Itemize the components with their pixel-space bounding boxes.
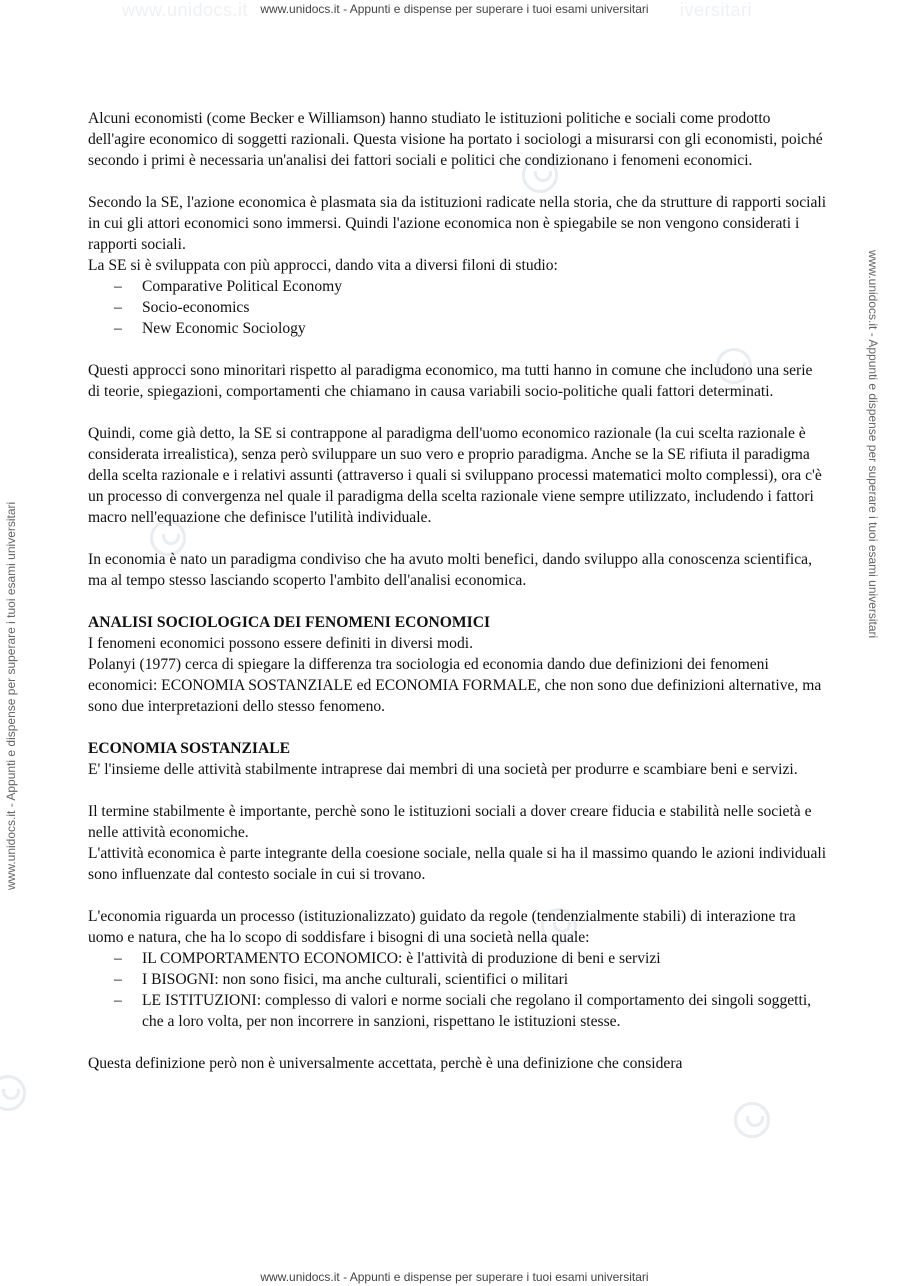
list-item: – I BISOGNI: non sono fisici, ma anche culturali, scientifici o militari [88,969,828,990]
paragraph: L'attività economica è parte integrante della coesione sociale, nella quale si ha il massimo quando le azioni individuali sono influenzate dal contesto sociale in cui si trovano. [88,845,827,883]
watermark-header-right: iversitari [680,0,753,20]
paragraph: La SE si è sviluppata con più approcci, dando vita a diversi filoni di studio: [88,257,558,274]
paragraph: Questi approcci sono minoritari rispetto al paradigma economico, ma tutti hanno in comune che includono una serie di teorie, spiegazioni, comportamenti che chiamano in causa variabili socio-politiche quali fattori determinati. [88,362,813,400]
watermark-header-left: www.unidocs.it [122,0,249,20]
paragraph: Alcuni economisti (come Becker e Williamson) hanno studiato le istituzioni politiche e sociali come prodotto dell'agire economico di soggetti razionali. Questa visione ha portato i sociologi a misurarsi con gli economisti, poiché secondo i primi è necessaria un'analisi dei fattori sociali e politici che condizionano i fenomeni economici. [88,110,823,169]
paragraph: Secondo la SE, l'azione economica è plasmata sia da istituzioni radicate nella storia, che da strutture di rapporti sociali in cui gli attori economici sono immersi. Quindi l'azione economica non è spiegabile se non vengono considerati i rapporti sociali. [88,194,827,253]
approaches-list [88,276,828,339]
watermark-logo-icon [0,1075,26,1111]
paragraph: Quindi, come già detto, la SE si contrappone al paradigma dell'uomo economico razionale (la cui scelta razionale è considerata irrealistica), senza però sviluppare un suo vero e proprio paradigma. Anche se la SE rifiuta il paradigma della scelta razionale e i relativi assunti (attraverso i quali si sviluppano processi matematici molto complessi), ora c'è un processo di convergenza nel quale il paradigma della scelta razionale viene sempre utilizzato, includendo i fattori macro nell'equazione che definisce l'utilità individuale. [88,425,822,526]
section-heading: ANALISI SOCIOLOGICA DEI FENOMENI ECONOMICI [88,614,491,631]
list-item: – IL COMPORTAMENTO ECONOMICO: è l'attività di produzione di beni e servizi [88,948,828,969]
list-item: – Comparative Political Economy [88,276,828,297]
list-item: – New Economic Sociology [88,318,828,339]
paragraph: I fenomeni economici possono essere definiti in diversi modi. [88,635,473,652]
list-item: – Socio-economics [88,297,828,318]
paragraph: In economia è nato un paradigma condiviso che ha avuto molti benefici, dando sviluppo alla conoscenza scientifica, ma al tempo stesso lasciando scoperto l'ambito dell'analisi economica. [88,551,812,589]
paragraph: L'economia riguarda un processo (istituzionalizzato) guidato da regole (tendenzialmente stabili) di interazione tra uomo e natura, che ha lo scopo di soddisfare i bisogni di una società nella quale: [88,908,796,946]
paragraph: Polanyi (1977) cerca di spiegare la differenza tra sociologia ed economia dando due definizioni dei fenomeni economici: ECONOMIA SOSTANZIALE ed ECONOMIA FORMALE, che non sono due definizioni alternative, ma sono due interpretazioni dello stesso fenomeno. [88,656,822,715]
page-header: www.unidocs.it - Appunti e dispense per superare i tuoi esami universitari [260,2,649,16]
watermark-logo-icon [734,1102,770,1138]
paragraph: E' l'insieme delle attività stabilmente intraprese dai membri di una società per produrre e scambiare beni e servizi. [88,761,798,778]
paragraph: Il termine stabilmente è importante, perchè sono le istituzioni sociali a dover creare fiducia e stabilità nelle società e nelle attività economiche. [88,803,812,841]
document-body [88,108,828,1074]
definitions-list [88,948,828,1032]
side-watermark-left: www.unidocs.it - Appunti e dispense per superare i tuoi esami universitari [4,501,18,890]
section-heading: ECONOMIA SOSTANZIALE [88,740,291,757]
side-watermark-right: www.unidocs.it - Appunti e dispense per superare i tuoi esami universitari [866,250,880,639]
page-footer: www.unidocs.it - Appunti e dispense per superare i tuoi esami universitari [260,1270,649,1284]
paragraph: Questa definizione però non è universalmente accettata, perchè è una definizione che considera [88,1055,683,1072]
list-item: – LE ISTITUZIONI: complesso di valori e norme sociali che regolano il comportamento dei singoli soggetti, che a loro volta, per non incorrere in sanzioni, rispettano le istituzioni stesse. [88,990,828,1032]
